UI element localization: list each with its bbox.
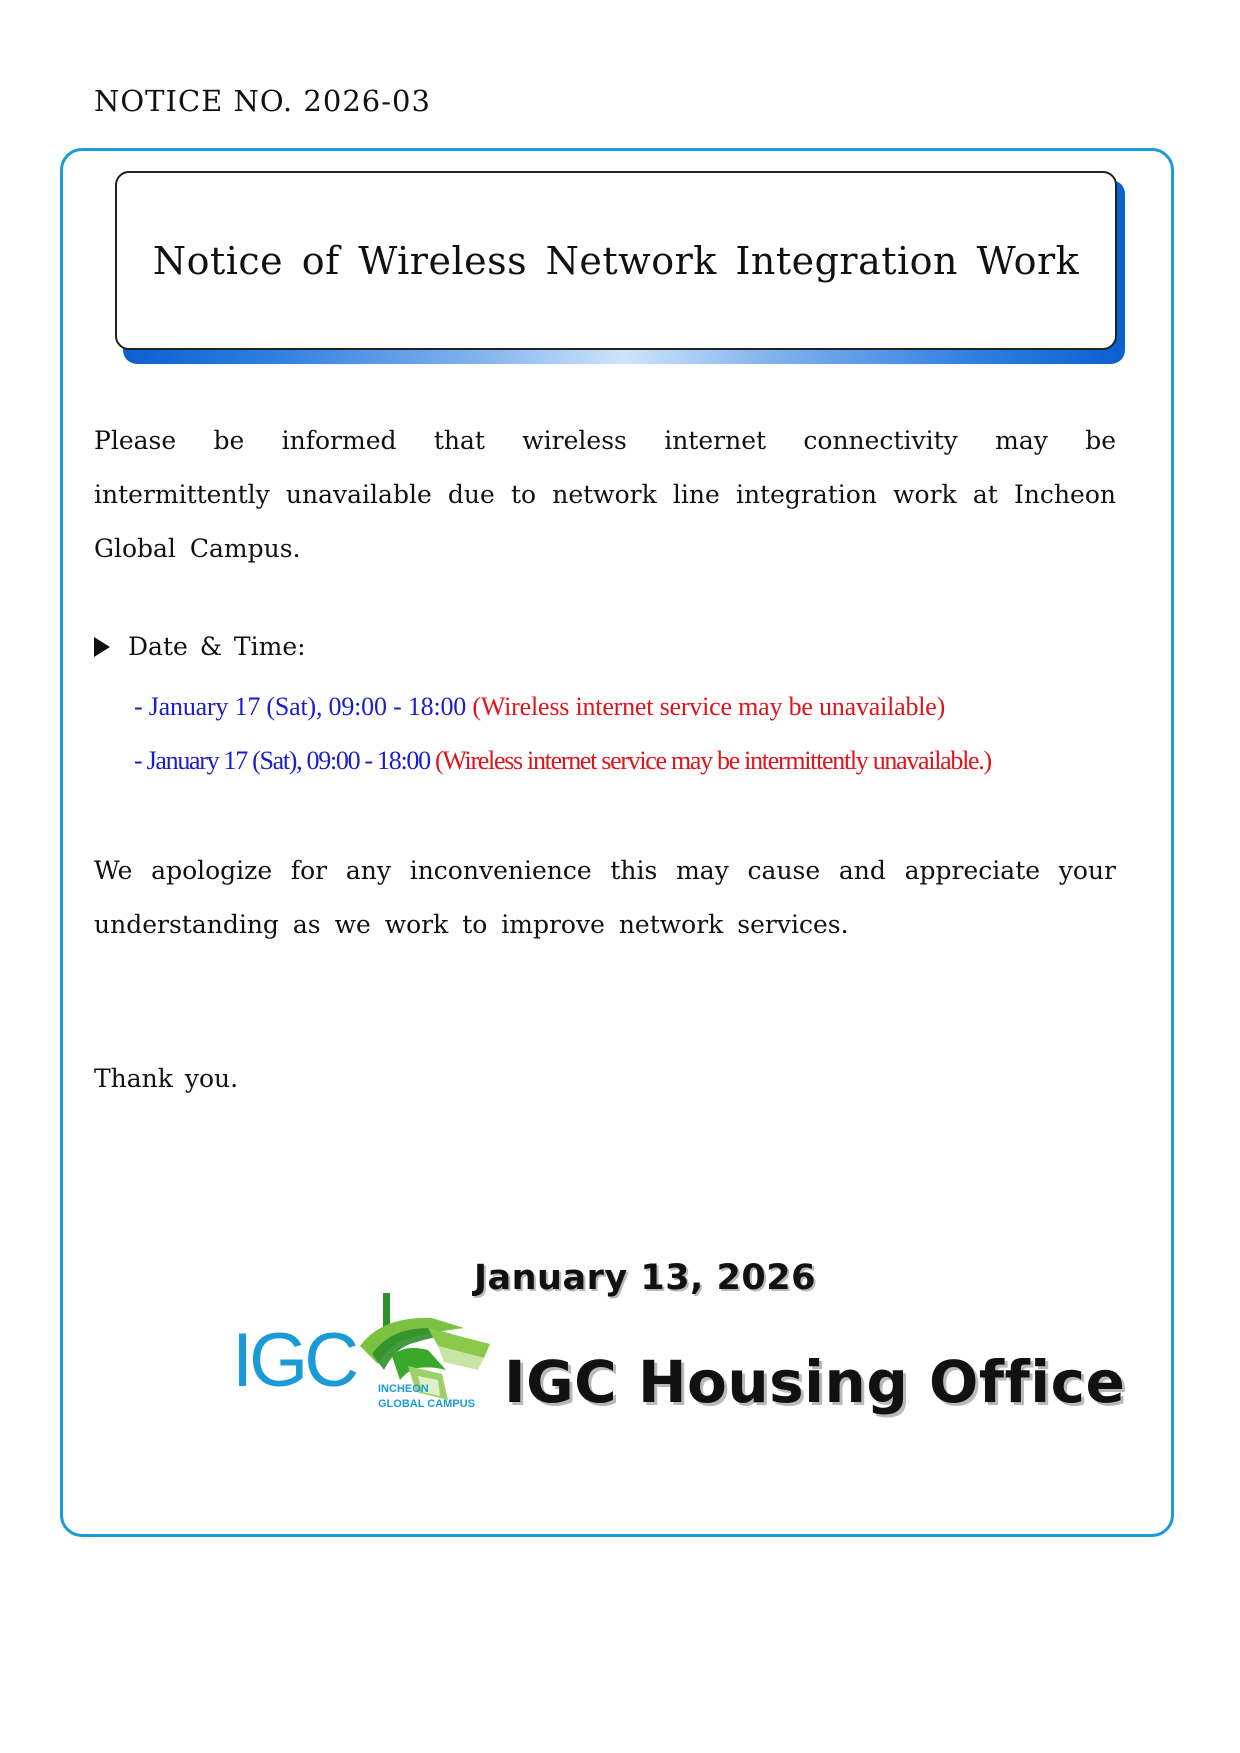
logo-line2: GLOBAL CAMPUS xyxy=(378,1398,475,1410)
schedule-item-date: January 17 (Sat), 09:00 - 18:00 xyxy=(148,692,467,721)
signature-date: January 13, 2026 xyxy=(474,1258,816,1298)
page-title: Notice of Wireless Network Integration Work xyxy=(152,238,1080,283)
schedule-item-prefix: - xyxy=(134,746,147,775)
schedule-item xyxy=(134,692,945,722)
closing-text: Thank you. xyxy=(94,1064,239,1093)
igc-logo-graphic xyxy=(232,1288,500,1420)
date-time-label-text: Date & Time: xyxy=(128,632,306,661)
schedule-item-note: (Wireless internet service may be unavailable) xyxy=(472,692,946,721)
intro-paragraph: Please be informed that wireless internet connectivity may be intermittently unavailable due to network line integration work at Incheon Global Campus. xyxy=(94,426,1116,563)
logo-line1: INCHEON xyxy=(378,1383,429,1395)
schedule-item-date: January 17 (Sat), 09:00 - 18:00 xyxy=(146,746,430,775)
igc-logo xyxy=(232,1288,500,1420)
signature-office: IGC Housing Office xyxy=(504,1348,1126,1416)
apology-paragraph: We apologize for any inconvenience this may cause and appreciate your understanding as we work to improve network services. xyxy=(94,856,1116,939)
notice-number: NOTICE NO. 2026-03 xyxy=(94,84,431,118)
logo-mark: IGC xyxy=(232,1318,356,1403)
title-box xyxy=(115,171,1117,350)
date-time-label xyxy=(94,632,306,661)
schedule-item xyxy=(134,746,991,776)
schedule-item-prefix: - xyxy=(134,692,149,721)
bullet-triangle-icon xyxy=(94,637,110,657)
schedule-item-note: (Wireless internet service may be intermittently unavailable.) xyxy=(434,746,991,775)
